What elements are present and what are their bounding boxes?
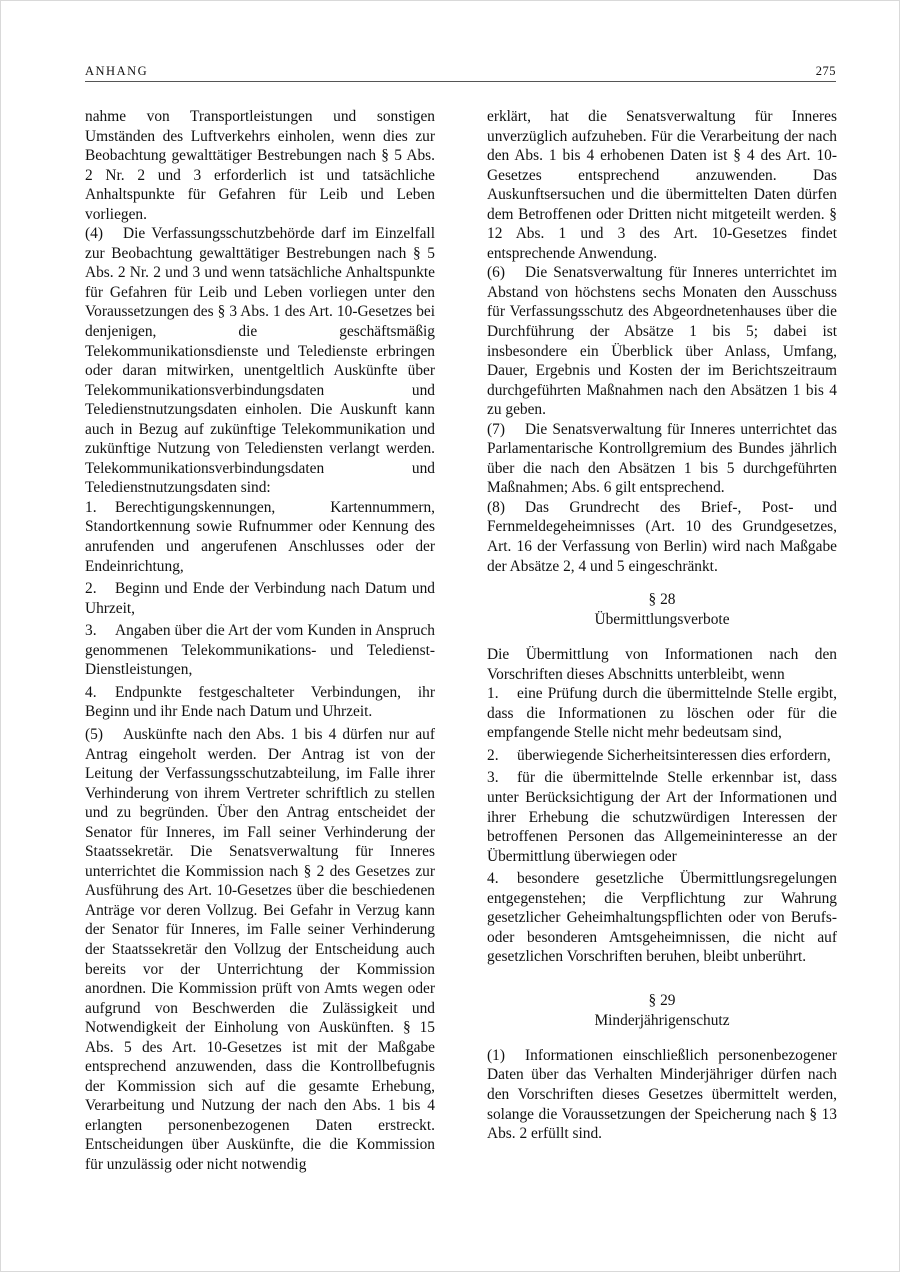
list-item [487,869,837,967]
list-item [85,498,435,576]
list-text: besondere gesetzliche Übermittlungsregelungen entgegenstehen; die Verpflichtung zur Wahrung gesetzlicher Geheimhaltungspflichten oder von Berufs- oder besonderen Amtsgeheimnissen, die nicht auf gesetzlichen Vorschriften beruhen, bleibt unberührt. [487,870,837,966]
paragraph: erklärt, hat die Senatsverwaltung für Inneres unverzüglich aufzuheben. Für die Verarbeitung der nach den Abs. 1 bis 4 erhobenen Daten ist § 4 des Art. 10-Gesetzes entsprechend anzuwenden. Das Auskunftsersuchen und die übermittelten Daten dürfen dem Betroffenen oder Dritten nicht mitgeteilt werden. § 12 Abs. 1 und 3 des Art. 10-Gesetzes findet entsprechende Anwendung. [487,108,837,262]
section-title: Minderjährigenschutz [594,1011,730,1029]
section-intro: Die Übermittlung von Informationen nach den Vorschriften dieses Abschnitts unterbleibt, wenn [487,646,837,683]
list-text: Angaben über die Art der vom Kunden in Anspruch genommenen Telekommunikations- und Teledienst-Dienstleistungen, [85,622,435,679]
paragraph-4 [85,224,435,498]
list-text: Berechtigungskennungen, Kartennummern, Standortkennung sowie Rufnummer oder Kennung des anrufenden und angerufenen Anschlusses oder der Endeinrichtung, [85,498,435,575]
list-item [85,683,435,722]
list-number: 4. [85,683,97,701]
paragraph-number: (7) [487,420,505,438]
list-item [487,684,837,743]
paragraph-text: Die Senatsverwaltung für Inneres unterrichtet das Parlamentarische Kontrollgremium des Bundes jährlich über die nach den Absätzen 1 bis 5 durchgeführten Maßnahmen; Abs. 6 gilt entsprechend. [487,420,837,497]
paragraph-number: (5) [85,725,103,743]
section-heading-29 [487,991,837,1031]
paragraph-text: Die Senatsverwaltung für Inneres unterrichtet im Abstand von höchstens sechs Monaten den Ausschuss für Verfassungsschutz des Abgeordnetenhauses über die Durchführung der Absätze 1 bis 5; dabei ist insbesondere ein Überblick über Anlass, Umfang, Dauer, Ergebnis und Kosten der im Berichtszeitraum durchgeführten Maßnahmen nach den Absätzen 1 bis 4 zu geben. [487,264,837,419]
list-number: 2. [487,746,499,764]
list-number: 1. [85,498,97,516]
paragraph-text: Das Grundrecht des Brief-, Post- und Fernmeldegeheimnisses (Art. 10 des Grundgesetzes, Art. 16 der Verfassung von Berlin) wird nach Maßgabe der Absätze 2, 4 und 5 eingeschränkt. [487,498,837,575]
list-text: überwiegende Sicherheitsinteressen dies erfordern, [517,746,831,764]
list-number: 1. [487,685,499,703]
running-header [85,63,836,82]
list-item [487,768,837,866]
list-text: Beginn und Ende der Verbindung nach Datum und Uhrzeit, [85,580,435,617]
paragraph-6 [487,263,837,419]
paragraph-text: Informationen einschließlich personenbezogener Daten über das Verhalten Minderjähriger dürfen nach den Vorschriften dieses Gesetzes übermittelt werden, solange die Voraussetzungen der Speicherung nach § 13 Abs. 2 erfüllt sind. [487,1046,837,1143]
list-text: eine Prüfung durch die übermittelnde Stelle ergibt, dass die Informationen zu löschen oder für die empfangende Stelle nicht mehr bedeutsam sind, [487,685,837,742]
list-number: 3. [85,622,97,640]
section-number: § 29 [648,991,676,1009]
paragraph-text: Auskünfte nach den Abs. 1 bis 4 dürfen nur auf Antrag eingeholt werden. Der Antrag ist von der Leitung der Verfassungsschutzabteilung, im Falle ihrer Verhinderung von ihrem Vertreter schriftlich zu stellen und zu begründen. Über den Antrag entscheidet der Senator für Inneres, im Fall seiner Verhinderung der Staatssekretär. Die Senatsverwaltung für Inneres unterrichtet die Kommission nach § 2 des Gesetzes zur Ausführung des Art. 10-Gesetzes über die beschiedenen Anträge vor deren Vollzug. Bei Gefahr in Verzug kann der Senator für Inneres, im Falle seiner Verhinderung der Staatssekretär den Vollzug der Entscheidung auch bereits vor der Unterrichtung der Kommission anordnen. Die Kommission prüft von Amts wegen oder aufgrund von Beschwerden die Zulässigkeit und Notwendigkeit der Einholung von Auskünften. § 15 Abs. 5 des Art. 10-Gesetzes ist mit der Maßgabe entsprechend anzuwenden, dass die Kontrollbefugnis der Kommission sich auf die gesamte Erhebung, Verarbeitung und Nutzung der nach den Abs. 1 bis 4 erlangten personenbezogenen Daten erstreckt. Entscheidungen über Auskünfte, die die Kommission für unzulässig oder nicht notwendig [85,725,435,1173]
list-text: für die übermittelnde Stelle erkennbar ist, dass unter Berücksichtigung der Art der Informationen und ihrer Erhebung die schutzwürdigen Interessen der betroffenen Personen das Allgemeininteresse an der Übermittlung überwiegen oder [487,769,837,865]
paragraph-number: (8) [487,498,505,516]
list-item [85,621,435,680]
paragraph: nahme von Transportleistungen und sonstigen Umständen des Luftverkehrs einholen, wenn dies zur Beobachtung gewalttätiger Bestrebungen nach § 5 Abs. 2 Nr. 2 und 3 erforderlich ist und tatsächliche Anhaltspunkte für Gefahren für Leib und Leben vorliegen. [85,108,435,223]
header-section-title: ANHANG [85,64,149,78]
list-number: 2. [85,580,97,598]
paragraph-8 [487,498,837,576]
list-item [85,579,435,618]
paragraph-number: (4) [85,225,103,243]
section-number: § 28 [648,591,676,609]
right-column [487,107,837,1144]
list-number: 3. [487,769,499,787]
paragraph-number: (6) [487,264,505,282]
paragraph-5 [85,725,435,1175]
page-number: 275 [815,64,836,78]
list-number: 4. [487,870,499,888]
list-text: Endpunkte festgeschalteter Verbindungen, ihr Beginn und ihr Ende nach Datum und Uhrzeit. [85,683,435,721]
paragraph-number: (1) [487,1046,505,1064]
list-item [487,746,837,766]
section-title: Übermittlungsverbote [594,611,730,629]
paragraph-text: Die Verfassungsschutzbehörde darf im Einzelfall zur Beobachtung gewalttätiger Bestrebungen nach § 5 Abs. 2 Nr. 2 und 3 und wenn tatsächliche Anhaltspunkte für Gefahren für Leib und Leben vorliegen unter den Voraussetzungen des § 3 Abs. 1 des Art. 10-Gesetzes bei denjenigen, die geschäftsmäßig Telekommunikationsdienste und Teledienste erbringen oder daran mitwirken, unentgeltlich Auskünfte über Telekommunikationsverbindungsdaten und Teledienstnutzungsdaten einholen. Die Auskunft kann auch in Bezug auf zukünftige Telekommunikation und zukünftige Nutzung von Telediensten verlangt werden. Telekommunikationsverbindungsdaten und Teledienstnutzungsdaten sind: [85,225,435,497]
left-column [85,107,435,1175]
section-heading-28 [487,590,837,630]
paragraph-29-1 [487,1046,837,1144]
paragraph-7 [487,420,837,498]
